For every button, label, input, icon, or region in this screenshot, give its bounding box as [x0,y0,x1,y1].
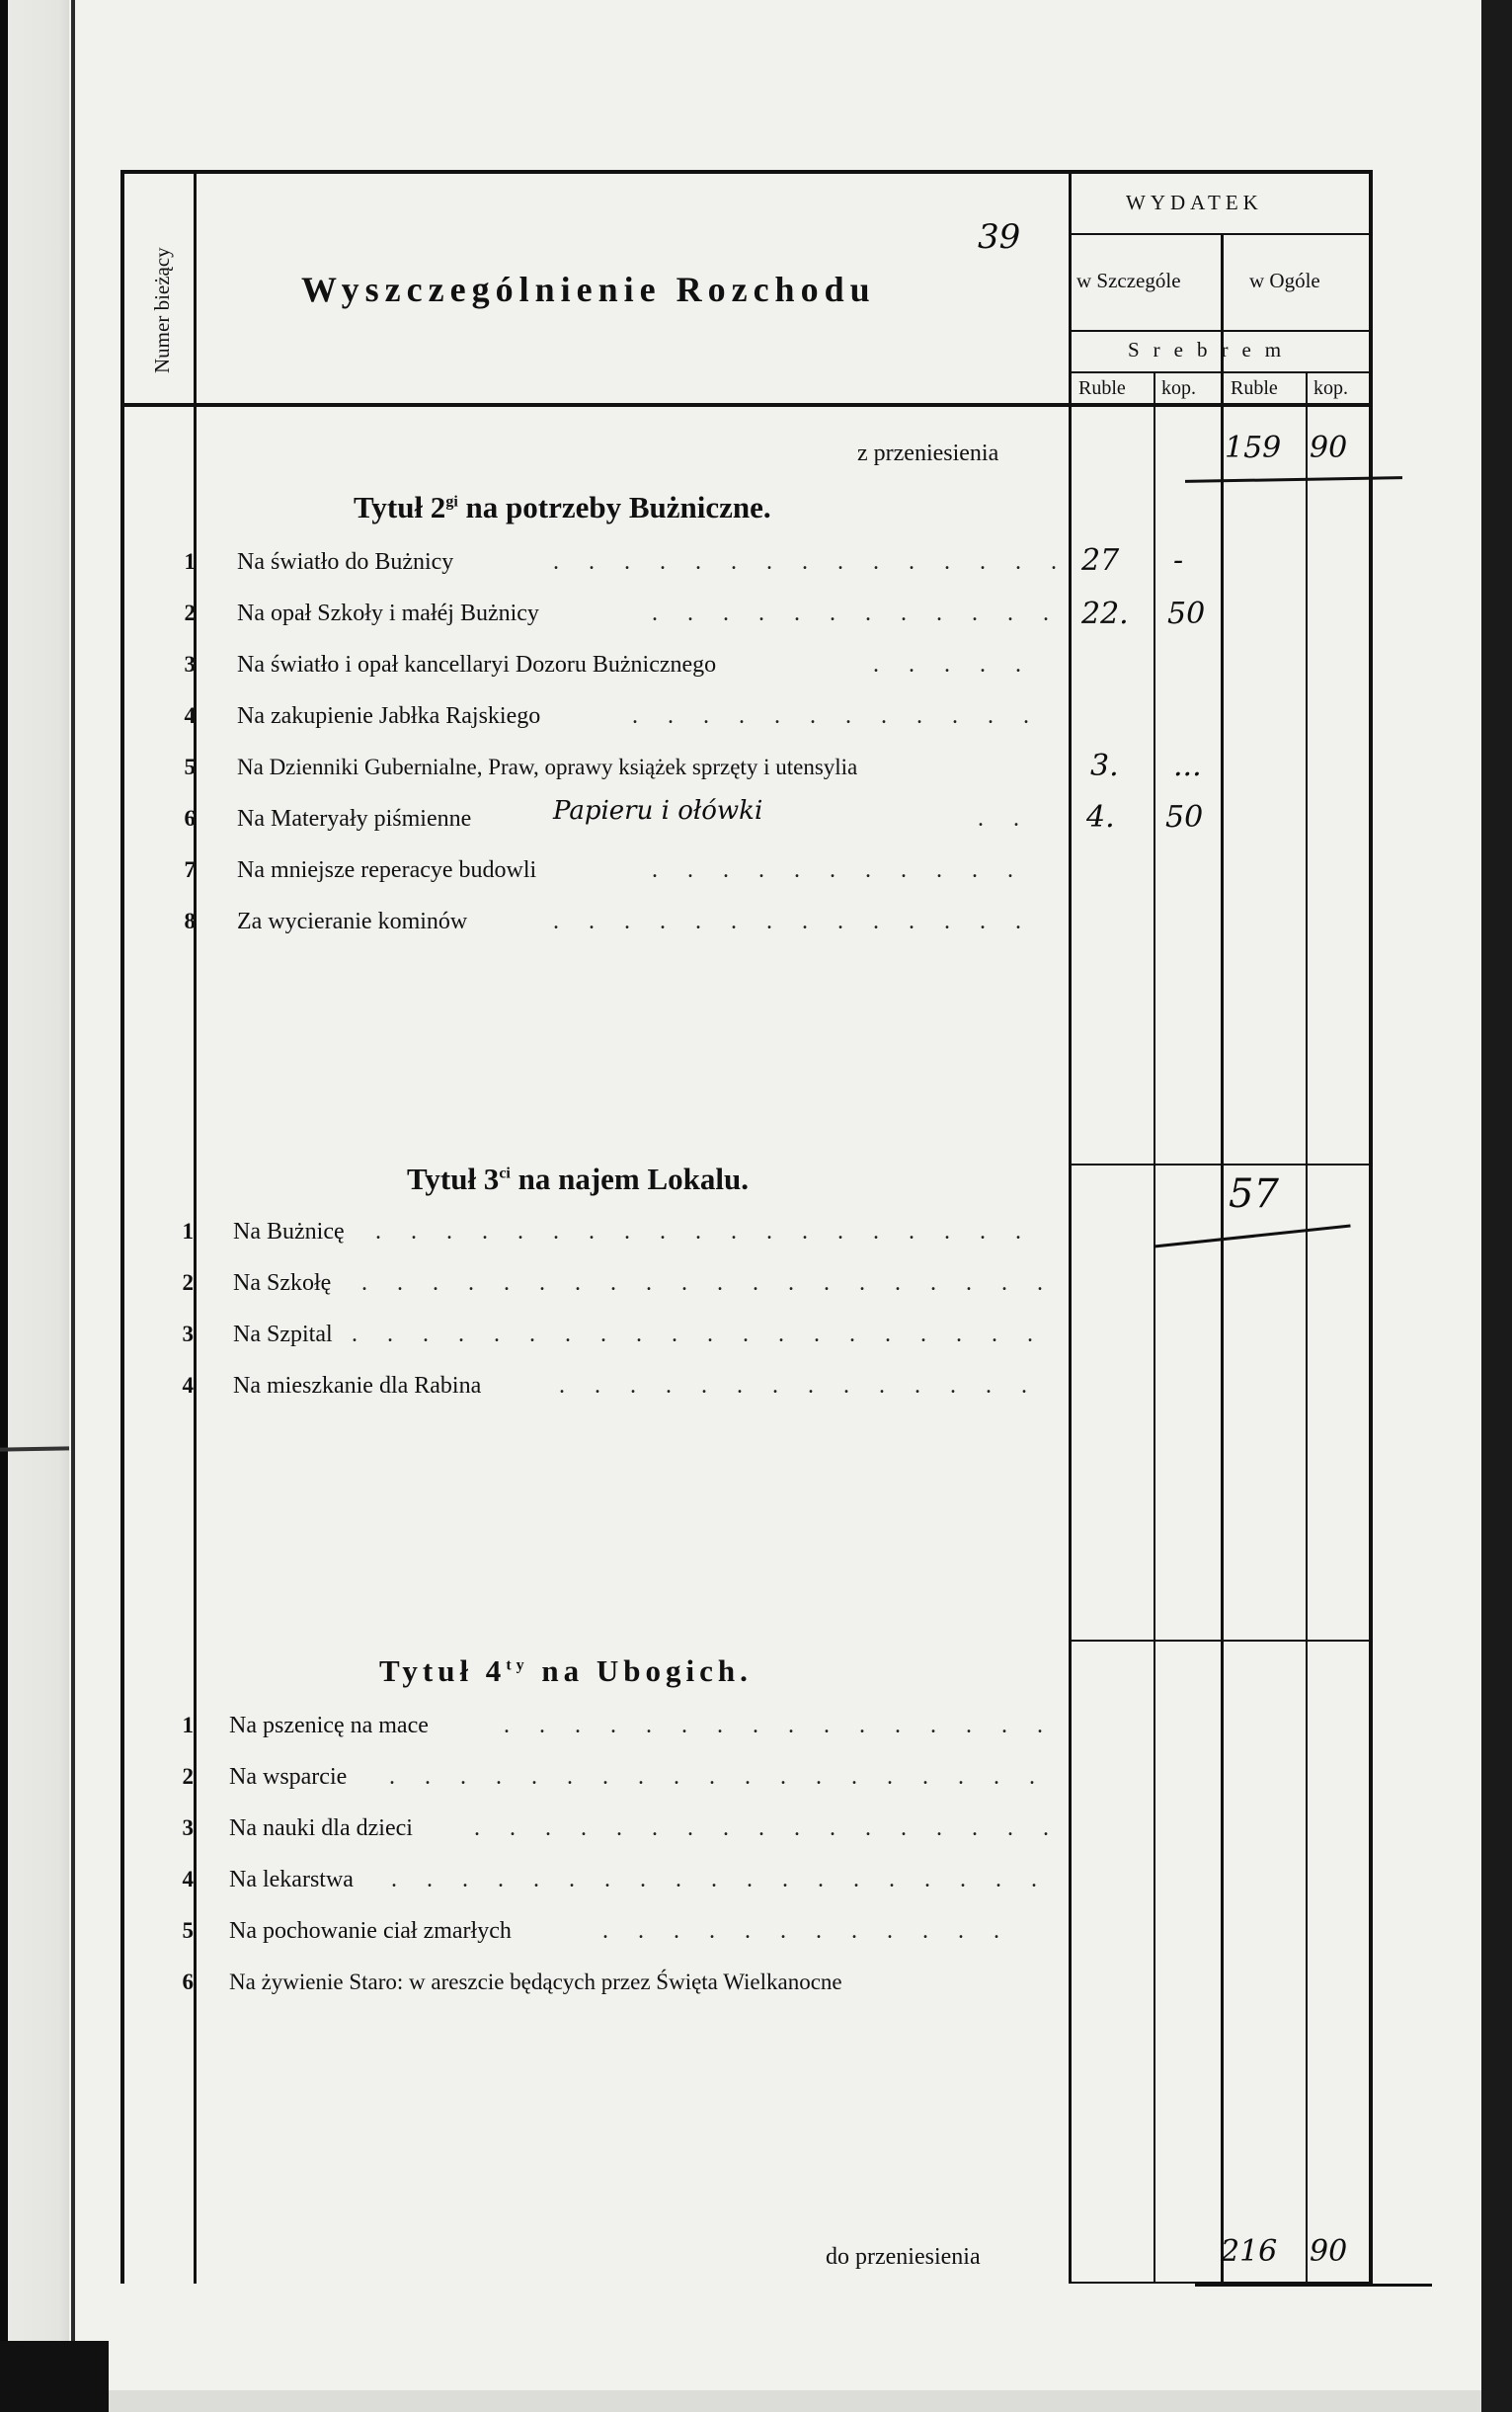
row-number-label: Numer bieżący [150,247,174,373]
wydatek-header: WYDATEK [1126,191,1263,214]
section-3-item-4-number: 4 [182,1373,194,1398]
section-2-title-sup: gi [445,493,458,511]
section-2-item-2-number: 2 [184,601,196,625]
leader-dots: . . . . . . . . . . . . . . . . . . . . [352,1322,1045,1347]
section-3-item-2-number: 2 [182,1270,194,1295]
table-top-border [120,170,1373,174]
page-bottom-edge [109,2390,1512,2412]
ogole-kop-border [1306,371,1308,2284]
section-4-item-2-text: Na wsparcie [229,1764,348,1790]
w-ogole-header: w Ogóle [1249,269,1320,292]
section-4-item-5-number: 5 [182,1918,194,1943]
section-2-title-main: Tytuł 2 [354,490,446,524]
leader-dots: . . . . . . . . . . . . . . . . . . . [389,1764,1047,1790]
section-2-title [354,490,771,525]
section-3-item-2-text: Na Szkołę [233,1270,332,1296]
section-4-title [379,1653,753,1689]
table-right-border [1369,170,1373,2284]
szczegole-ogole-border [1221,233,1224,2284]
section-2-item-2-kopecks: 50 [1167,597,1206,631]
leader-dots: . . . . . . . . . . . . . . [559,1373,1039,1399]
leader-dots: . . . . . . . . . . . . . . . . . [474,1815,1061,1841]
section-2-item-8-number: 8 [184,909,196,933]
leader-dots: . . . . . . . . . . . . [652,601,1061,626]
section-2-item-6-text: Na Materyały piśmienne [237,806,472,832]
leader-dots: . . . . . [873,652,1033,678]
section-2-item-6-number: 6 [184,806,196,831]
section-4-title-sup: ty [506,1656,529,1674]
section-2-item-7-text: Na mniejsze reperacye budowli [237,857,537,883]
section-4-title-main: Tytuł 4 [379,1653,507,1688]
carry-out-label: do przeniesienia [826,2244,981,2270]
section-3-title-main: Tytuł 3 [407,1162,500,1196]
section-2-total-underline [1154,1225,1350,1248]
carry-out-kopecks: 90 [1310,2234,1348,2269]
section-3-item-3-text: Na Szpital [233,1322,333,1347]
section-2-item-1-kopecks: - [1173,543,1184,578]
section-4-item-3-number: 3 [182,1815,194,1840]
carry-in-kopecks: 90 [1310,431,1348,465]
leader-dots: . . . . . . . . . . . . . . . [553,549,1069,575]
binding-line [71,0,75,2412]
leader-dots: . . . . . . . . . . . . [602,1918,1011,1944]
section-4-item-1-number: 1 [182,1713,194,1737]
section-3-item-3-number: 3 [182,1322,194,1346]
section-2-item-5-rubles: 3. [1090,749,1119,783]
page-right-edge [1481,0,1512,2412]
header-bottom-border [120,403,1373,407]
section-4-item-5-text: Na pochowanie ciał zmarłych [229,1918,512,1944]
section-2-item-5-kopecks: ... [1173,749,1202,783]
section-2-item-7-number: 7 [184,857,196,882]
section-2-item-1-text: Na światło do Bużnicy [237,549,454,575]
carry-in-rubles: 159 [1225,431,1282,465]
section-3-title-sup: ci [499,1165,511,1182]
carry-out-rubles: 216 [1221,2234,1278,2269]
carry-in-label: z przeniesienia [857,441,999,466]
section-4-item-4-text: Na lekarstwa [229,1867,354,1892]
ruble-header-1: Ruble [1078,377,1126,399]
section-3-item-1-number: 1 [182,1219,194,1244]
kop-header-2: kop. [1313,377,1348,399]
section-2-item-3-number: 3 [184,652,196,677]
section-4-item-3-text: Na nauki dla dzieci [229,1815,413,1841]
leader-dots: . . . . . . . . . . . . . . . . . . . [375,1219,1033,1245]
leader-dots: . . . . . . . . . . . [652,857,1025,883]
szczegole-kop-border [1154,371,1155,2284]
section-3-title-rest: na najem Lokalu. [517,1162,750,1196]
section-2-item-6-kopecks: 50 [1165,800,1204,835]
leader-dots: . . . . . . . . . . . . . . . . . . . [391,1867,1049,1892]
page-number: 39 [978,217,1021,257]
section-4-item-1-text: Na pszenicę na mace [229,1713,429,1738]
carry-out-underline [1195,2284,1432,2287]
section-2-item-1-rubles: 27 [1081,543,1120,578]
section-2-total-rubles: 57 [1229,1171,1279,1217]
section-2-title-rest: na potrzeby Bużniczne. [465,490,771,524]
table-left-border [120,170,124,2284]
section-2-item-6-handwritten-note: Papieru i ołówki [553,796,763,826]
section-4-title-rest: na Ubogich. [541,1653,753,1688]
section-4-item-6-number: 6 [182,1970,194,1994]
number-column-border [194,170,197,2284]
section-2-item-2-text: Na opał Szkoły i małéj Bużnicy [237,601,539,626]
section-3-item-4-text: Na mieszkanie dla Rabina [233,1373,482,1399]
page-binding [0,0,69,2412]
leader-dots: . . [978,806,1031,832]
section-3-title [407,1162,749,1197]
w-szczegole-header: w Szczególe [1076,269,1181,292]
page-title: Wyszczególnienie Rozchodu [301,270,876,309]
section-2-item-4-number: 4 [184,703,196,728]
ruble-header-2: Ruble [1231,377,1278,399]
binding-shadow [0,2341,109,2412]
leader-dots: . . . . . . . . . . . . . . . . [504,1713,1055,1738]
section3-amount-divider [1069,1164,1373,1166]
description-column-border [1069,170,1072,2284]
kop-header-1: kop. [1161,377,1196,399]
section-2-item-2-rubles: 22. [1081,597,1129,631]
leader-dots: . . . . . . . . . . . . . . . . . . . . [361,1270,1055,1296]
section-4-item-2-number: 2 [182,1764,194,1789]
section-2-item-4-text: Na zakupienie Jabłka Rajskiego [237,703,541,729]
section-2-item-3-text: Na światło i opał kancellaryi Dozoru Bużnicznego [237,652,717,678]
section-3-item-1-text: Na Bużnicę [233,1219,345,1245]
section-2-item-5-number: 5 [184,755,196,779]
section-4-item-6-text: Na żywienie Staro: w areszcie będących przez Święta Wielkanocne [229,1970,842,1994]
section-2-item-6-rubles: 4. [1086,800,1115,835]
section-2-item-8-text: Za wycieranie kominów [237,909,468,934]
section-4-item-4-number: 4 [182,1867,194,1891]
srebrem-header: Srebrem [1128,338,1296,362]
section-2-item-1-number: 1 [184,549,196,574]
section4-amount-divider [1069,1640,1373,1642]
leader-dots: . . . . . . . . . . . . [632,703,1041,729]
leader-dots: . . . . . . . . . . . . . . [553,909,1033,934]
section-2-item-5-text: Na Dzienniki Gubernialne, Praw, oprawy książek sprzęty i utensylia [237,755,858,779]
